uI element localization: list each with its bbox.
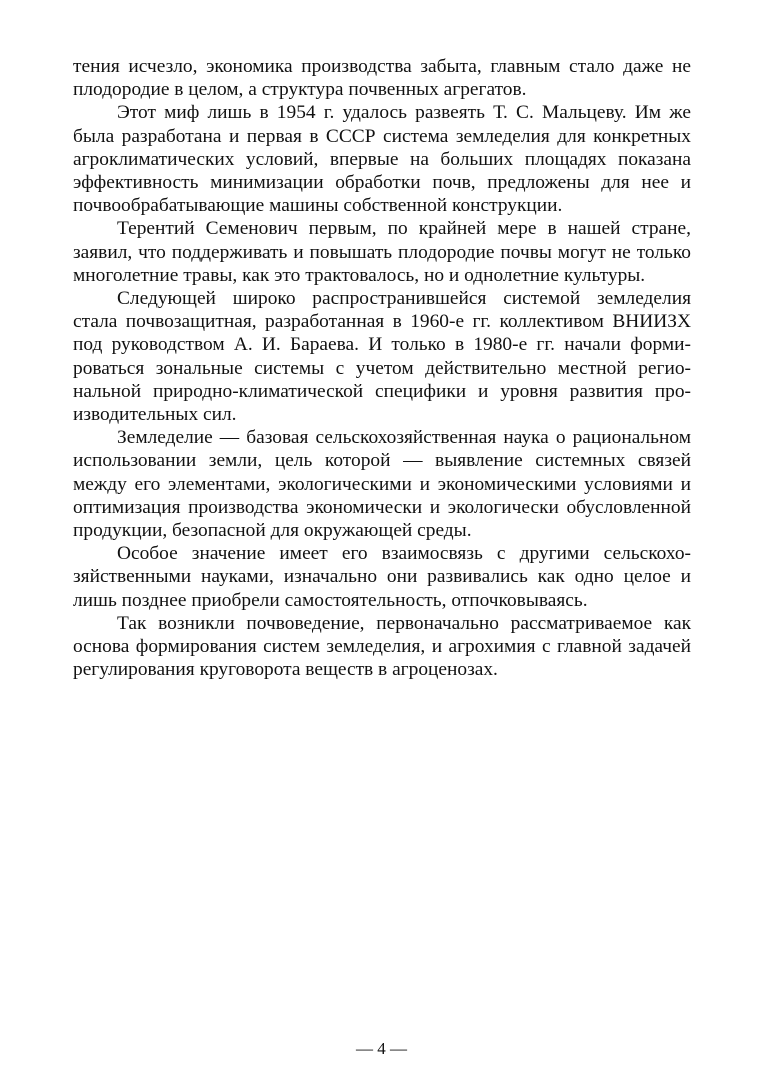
paragraph-interrelation-sciences: Особое значение имеет его взаимосвязь с другими сельскохозяйственными науками, изначально они развивались как одно целое и лишь позднее приобрели самостоятельность, отпочковываясь. bbox=[73, 543, 691, 611]
paragraph-soil-protective-system: Следующей широко распространившейся системой земледелия стала почвозащитная, разработанная в 1960-е гг. коллективом ВНИИЗХ под руководством А. И. Бараева. И только в 1980-е гг. начали формироваться зональные системы с учетом действительно местной региональной природно-климатической специфики и уровня развития производительных сил. bbox=[73, 288, 691, 426]
page-number: — 4 — bbox=[356, 1039, 407, 1058]
paragraph-maltsev-myth: Этот миф лишь в 1954 г. удалось развеять Т. С. Мальцеву. Им же была разработана и первая в СССР система земледелия для конкретных агроклиматических условий, впервые на больших площадях показана эффективность минимизации обработки почв, предложены для нее и почвообрабатывающие машины собственной конструкции. bbox=[73, 102, 691, 217]
paragraph-soil-science-agrochemistry: Так возникли почвоведение, первоначально рассматриваемое как основа формирования систем земледелия, и агрохимия с главной задачей регулирования круговорота веществ в агроценозах. bbox=[73, 612, 691, 681]
paragraph-agriculture-definition: Земледелие — базовая сельскохозяйственная наука о рациональном использовании земли, цель которой — выявление системных связей между его элементами, экологическими и экономическими условиями и оптимизация производства экономически и экологически обусловленной продукции, безопасной для окружающей среды. bbox=[73, 427, 691, 542]
paragraph-continued: тения исчезло, экономика производства забыта, главным стало даже не плодородие в целом, а структура почвенных агрегатов. bbox=[73, 56, 691, 101]
body-text bbox=[73, 55, 691, 681]
paragraph-terentiy-semenovich: Терентий Семенович первым, по крайней мере в нашей стране, заявил, что поддерживать и повышать плодородие почвы могут не только многолетние травы, как это трактовалось, но и однолетние культуры. bbox=[73, 218, 691, 286]
